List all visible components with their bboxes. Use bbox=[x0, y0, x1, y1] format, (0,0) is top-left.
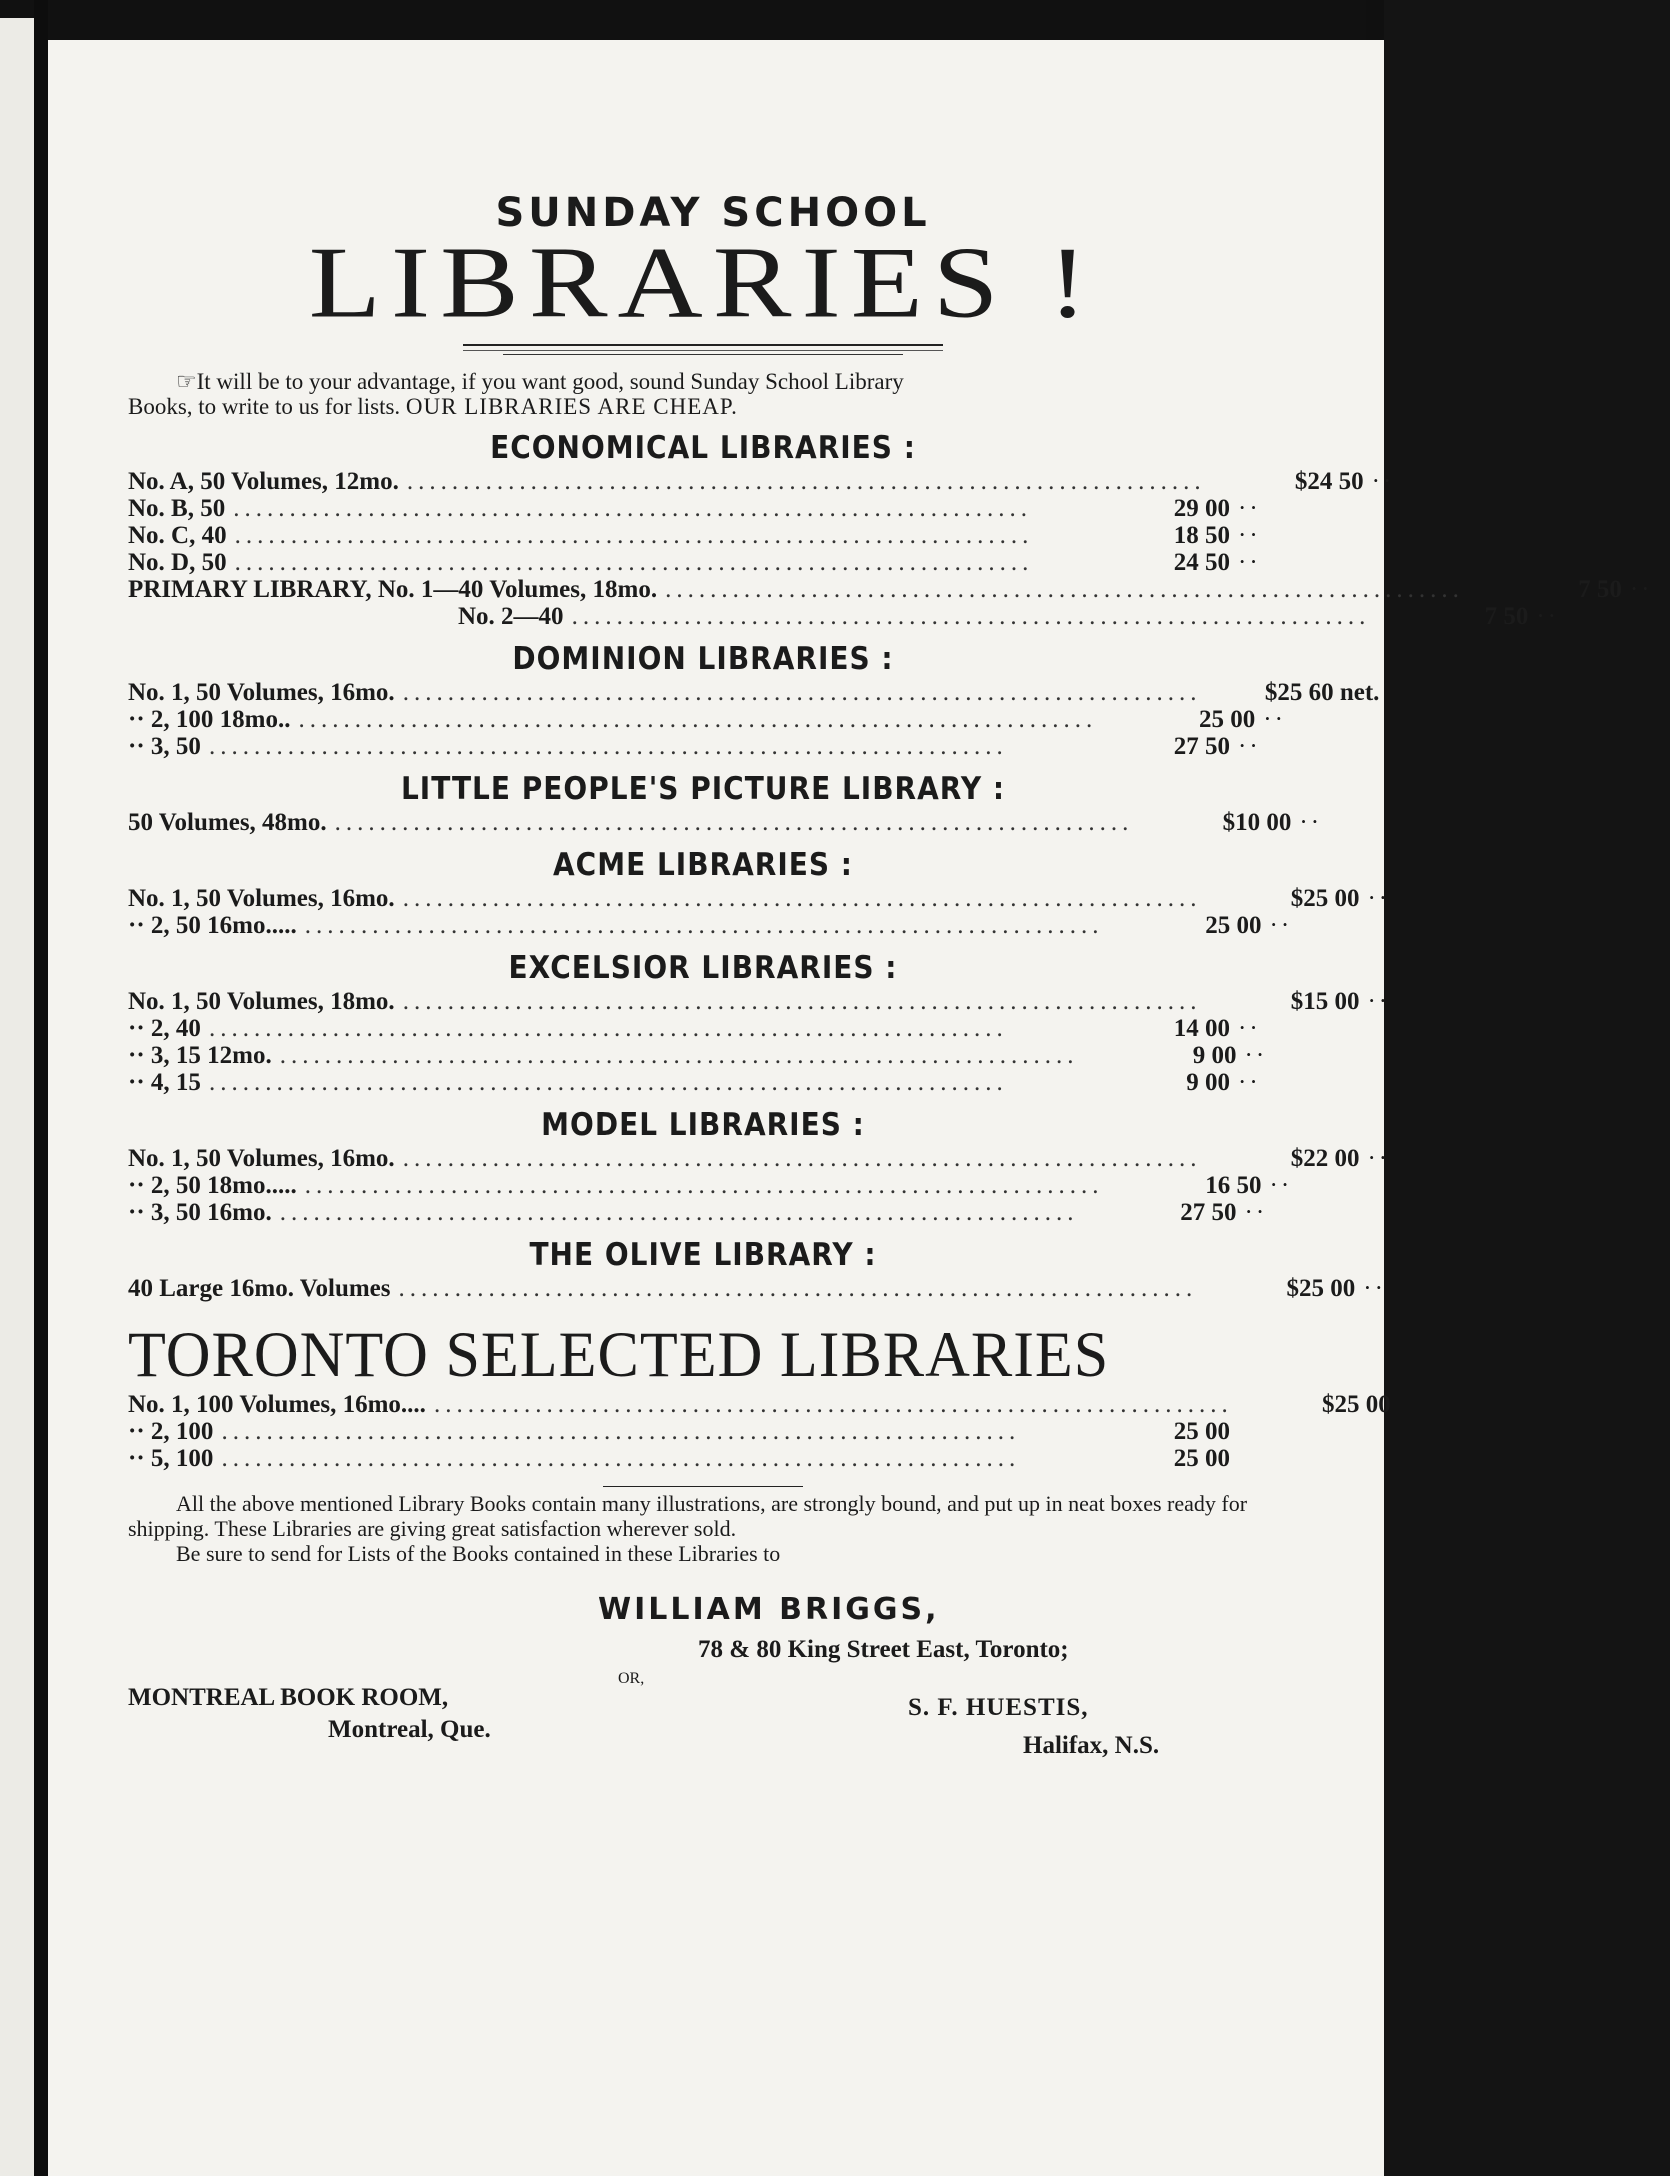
closing-note bbox=[128, 1491, 1278, 1566]
ditto-marks: ·· bbox=[1367, 1145, 1391, 1172]
section-title: EXCELSIOR LIBRARIES : bbox=[508, 949, 898, 986]
row-price: 27 50 bbox=[1173, 733, 1230, 760]
price-row bbox=[128, 603, 1559, 630]
leader-dots: ....................................................................... bbox=[304, 1172, 1104, 1199]
section-title: DOMINION LIBRARIES : bbox=[512, 640, 894, 677]
row-desc: No. 1, 50 Volumes, 18mo. bbox=[128, 988, 395, 1015]
leader-dots: ....................................................................... bbox=[571, 603, 1371, 630]
section-title: ACME LIBRARIES : bbox=[552, 846, 853, 883]
leader-dots: ....................................................................... bbox=[234, 522, 1034, 549]
price-row bbox=[128, 988, 1391, 1015]
ditto-marks: ·· bbox=[1269, 912, 1293, 939]
price-row bbox=[128, 1275, 1386, 1302]
row-price: 25 00 bbox=[1173, 1418, 1230, 1445]
row-price: 16 50 bbox=[1205, 1172, 1262, 1199]
row-price: 24 50 bbox=[1173, 549, 1230, 576]
row-price: $15 00 bbox=[1290, 988, 1360, 1015]
price-row bbox=[128, 1445, 1278, 1472]
ditto-marks: ·· bbox=[1244, 1042, 1268, 1069]
leader-dots: ....................................................................... bbox=[304, 912, 1104, 939]
price-row bbox=[128, 1391, 1391, 1418]
leader-dots: ....................................................................... bbox=[279, 1199, 1079, 1226]
price-row bbox=[128, 468, 1395, 495]
price-row bbox=[128, 576, 1653, 603]
row-desc: ·· 3, 15 12mo. bbox=[128, 1042, 272, 1069]
intro-line-2b: OUR LIBRARIES ARE CHEAP. bbox=[405, 394, 738, 419]
ditto-marks: ·· bbox=[1536, 603, 1559, 630]
row-price: 25 00 bbox=[1173, 1445, 1230, 1472]
row-price: 25 00 bbox=[1205, 912, 1262, 939]
row-desc: No. 1, 100 Volumes, 16mo.... bbox=[128, 1391, 426, 1418]
row-desc: No. 1, 50 Volumes, 16mo. bbox=[128, 885, 395, 912]
price-row bbox=[128, 1042, 1278, 1069]
leader-dots: ....................................................................... bbox=[233, 495, 1032, 522]
price-row bbox=[128, 1069, 1278, 1096]
ditto-marks: ·· bbox=[1238, 522, 1261, 549]
row-price: 25 00 bbox=[1199, 706, 1256, 733]
row-desc: No. B, 50 bbox=[128, 495, 226, 522]
price-row bbox=[128, 1145, 1391, 1172]
ditto-marks bbox=[1230, 1418, 1278, 1445]
section-toronto-selected bbox=[128, 1319, 1391, 1472]
montreal-agent: MONTREAL BOOK ROOM, bbox=[128, 1684, 449, 1711]
leader-dots: ....................................................................... bbox=[208, 733, 1008, 760]
publisher-block bbox=[128, 1574, 1278, 1774]
header-small-title: SUNDAY SCHOOL bbox=[495, 190, 931, 236]
page-content bbox=[128, 190, 1653, 1774]
row-desc: No. 1, 50 Volumes, 16mo. bbox=[128, 1145, 395, 1172]
row-desc: 50 Volumes, 48mo. bbox=[128, 809, 327, 836]
leader-dots: ....................................................................... bbox=[665, 576, 1464, 603]
price-row bbox=[128, 1172, 1293, 1199]
leader-dots: ....................................................................... bbox=[406, 468, 1206, 495]
price-row bbox=[128, 549, 1278, 576]
ditto-marks: ·· bbox=[1238, 549, 1261, 576]
row-price: 7 50 bbox=[1578, 576, 1622, 603]
toronto-title: TORONTO SELECTED LIBRARIES bbox=[128, 1319, 1110, 1391]
row-price: $25 00 bbox=[1290, 885, 1360, 912]
leader-dots: ....................................................................... bbox=[298, 706, 1098, 733]
row-price: 14 00 bbox=[1173, 1015, 1230, 1042]
leader-dots: ....................................................................... bbox=[234, 549, 1034, 576]
ditto-marks: ·· bbox=[1238, 733, 1261, 760]
header-big-title: LIBRARIES ! bbox=[308, 225, 1098, 339]
row-price: 7 50 bbox=[1484, 603, 1529, 630]
section-little-people bbox=[128, 770, 1323, 836]
row-price: 27 50 bbox=[1180, 1199, 1237, 1226]
ditto-marks: ·· bbox=[1238, 495, 1261, 522]
advertisement-page bbox=[48, 40, 1653, 2176]
leader-dots: ....................................................................... bbox=[208, 1015, 1008, 1042]
price-row bbox=[128, 495, 1278, 522]
row-price: $24 50 bbox=[1294, 468, 1364, 495]
row-price: 29 00 bbox=[1173, 495, 1230, 522]
header-rule-thin bbox=[503, 354, 903, 355]
row-price: $10 00 bbox=[1222, 809, 1292, 836]
ditto-marks: ·· bbox=[1238, 1015, 1261, 1042]
row-desc: No. A, 50 Volumes, 12mo. bbox=[128, 468, 399, 495]
ditto-marks: ·· bbox=[1363, 1275, 1386, 1302]
row-desc: No. D, 50 bbox=[128, 549, 227, 576]
row-price: 9 00 bbox=[1186, 1069, 1230, 1096]
leader-dots: ....................................................................... bbox=[221, 1418, 1021, 1445]
section-title: ECONOMICAL LIBRARIES : bbox=[490, 429, 916, 466]
leader-dots: ....................................................................... bbox=[208, 1069, 1008, 1096]
intro-line-1: It will be to your advantage, if you want good, sound Sunday School Library bbox=[196, 369, 904, 394]
scan-top-border bbox=[0, 0, 1384, 40]
or-label: OR, bbox=[618, 1670, 645, 1687]
ditto-marks: ·· bbox=[1371, 468, 1395, 495]
header-rule bbox=[463, 344, 943, 351]
price-row bbox=[128, 706, 1286, 733]
section-excelsior bbox=[128, 949, 1391, 1096]
row-desc: ·· 4, 15 bbox=[128, 1069, 201, 1096]
row-desc: PRIMARY LIBRARY, No. 1—40 Volumes, 18mo. bbox=[128, 576, 658, 603]
row-price: 9 00 bbox=[1192, 1042, 1237, 1069]
row-price: $25 00 bbox=[1286, 1275, 1356, 1302]
ditto-marks bbox=[1379, 679, 1427, 706]
divider-line bbox=[603, 1486, 803, 1487]
row-desc: No. C, 40 bbox=[128, 522, 227, 549]
section-dominion bbox=[128, 640, 1380, 760]
row-desc: No. 2—40 bbox=[458, 603, 564, 630]
note-paragraph-2: Be sure to send for Lists of the Books contained in these Libraries to bbox=[176, 1541, 781, 1566]
ditto-marks: ·· bbox=[1244, 1199, 1268, 1226]
price-row bbox=[128, 885, 1391, 912]
row-desc: ·· 2, 50 18mo..... bbox=[128, 1172, 297, 1199]
intro-line-2a: Books, to write to us for lists. bbox=[128, 394, 401, 419]
leader-dots: ....................................................................... bbox=[402, 988, 1202, 1015]
price-row bbox=[128, 522, 1278, 549]
price-row bbox=[128, 1015, 1278, 1042]
book-gutter bbox=[34, 0, 48, 2176]
ditto-marks: ·· bbox=[1263, 706, 1286, 733]
section-model bbox=[128, 1106, 1391, 1226]
row-desc: No. 1, 50 Volumes, 16mo. bbox=[128, 679, 395, 706]
price-row bbox=[128, 1418, 1278, 1445]
price-row bbox=[128, 809, 1323, 836]
row-price: 18 50 bbox=[1173, 522, 1230, 549]
publisher-name: WILLIAM BRIGGS, bbox=[598, 1592, 940, 1627]
ditto-marks bbox=[1230, 1445, 1278, 1472]
row-desc: ·· 2, 40 bbox=[128, 1015, 201, 1042]
montreal-city: Montreal, Que. bbox=[328, 1716, 491, 1743]
section-title: LITTLE PEOPLE'S PICTURE LIBRARY : bbox=[400, 770, 1006, 807]
pointing-hand-icon: ☞ bbox=[176, 369, 197, 394]
leader-dots: ....................................................................... bbox=[433, 1391, 1233, 1418]
intro-paragraph bbox=[128, 369, 1278, 419]
row-price: $22 00 bbox=[1290, 1145, 1360, 1172]
row-desc: ·· 5, 100 bbox=[128, 1445, 214, 1472]
leader-dots: ....................................................................... bbox=[402, 679, 1202, 706]
price-row bbox=[128, 1199, 1278, 1226]
ditto-marks: ·· bbox=[1367, 988, 1391, 1015]
price-row bbox=[128, 733, 1278, 760]
halifax-agent: S. F. HUESTIS, bbox=[908, 1694, 1089, 1721]
publisher-address: 78 & 80 King Street East, Toronto; bbox=[698, 1636, 1069, 1663]
ditto-marks: ·· bbox=[1367, 885, 1391, 912]
ditto-marks: ·· bbox=[1629, 576, 1653, 603]
ditto-marks: ·· bbox=[1238, 1069, 1261, 1096]
leader-dots: ....................................................................... bbox=[398, 1275, 1198, 1302]
section-olive bbox=[128, 1236, 1386, 1302]
row-desc: ·· 2, 50 16mo..... bbox=[128, 912, 297, 939]
row-desc: 40 Large 16mo. Volumes bbox=[128, 1275, 391, 1302]
facing-page-edge bbox=[0, 18, 34, 2176]
section-title: THE OLIVE LIBRARY : bbox=[529, 1236, 877, 1273]
price-row bbox=[128, 912, 1293, 939]
leader-dots: ....................................................................... bbox=[334, 809, 1134, 836]
row-price: $25 00 bbox=[1321, 1391, 1391, 1418]
ditto-marks: ·· bbox=[1269, 1172, 1293, 1199]
price-row bbox=[128, 679, 1380, 706]
leader-dots: ....................................................................... bbox=[279, 1042, 1079, 1069]
leader-dots: ....................................................................... bbox=[221, 1445, 1021, 1472]
ditto-marks: ·· bbox=[1299, 809, 1323, 836]
row-price: $25 60 net. bbox=[1264, 679, 1380, 706]
leader-dots: ....................................................................... bbox=[402, 885, 1202, 912]
section-acme bbox=[128, 846, 1391, 939]
row-desc: ·· 2, 100 18mo.. bbox=[128, 706, 291, 733]
halifax-city: Halifax, N.S. bbox=[1023, 1732, 1160, 1759]
row-desc: ·· 3, 50 16mo. bbox=[128, 1199, 272, 1226]
ditto-marks bbox=[1391, 1391, 1439, 1418]
row-desc: ·· 3, 50 bbox=[128, 733, 201, 760]
section-title: MODEL LIBRARIES : bbox=[541, 1106, 865, 1143]
leader-dots: ....................................................................... bbox=[402, 1145, 1202, 1172]
section-economical bbox=[128, 429, 1653, 630]
note-paragraph-1: All the above mentioned Library Books contain many illustrations, are strongly bound, and put up in neat boxes ready for shipping. These Libraries are giving great satisfaction wherever sold. bbox=[128, 1491, 1248, 1541]
row-desc: ·· 2, 100 bbox=[128, 1418, 214, 1445]
